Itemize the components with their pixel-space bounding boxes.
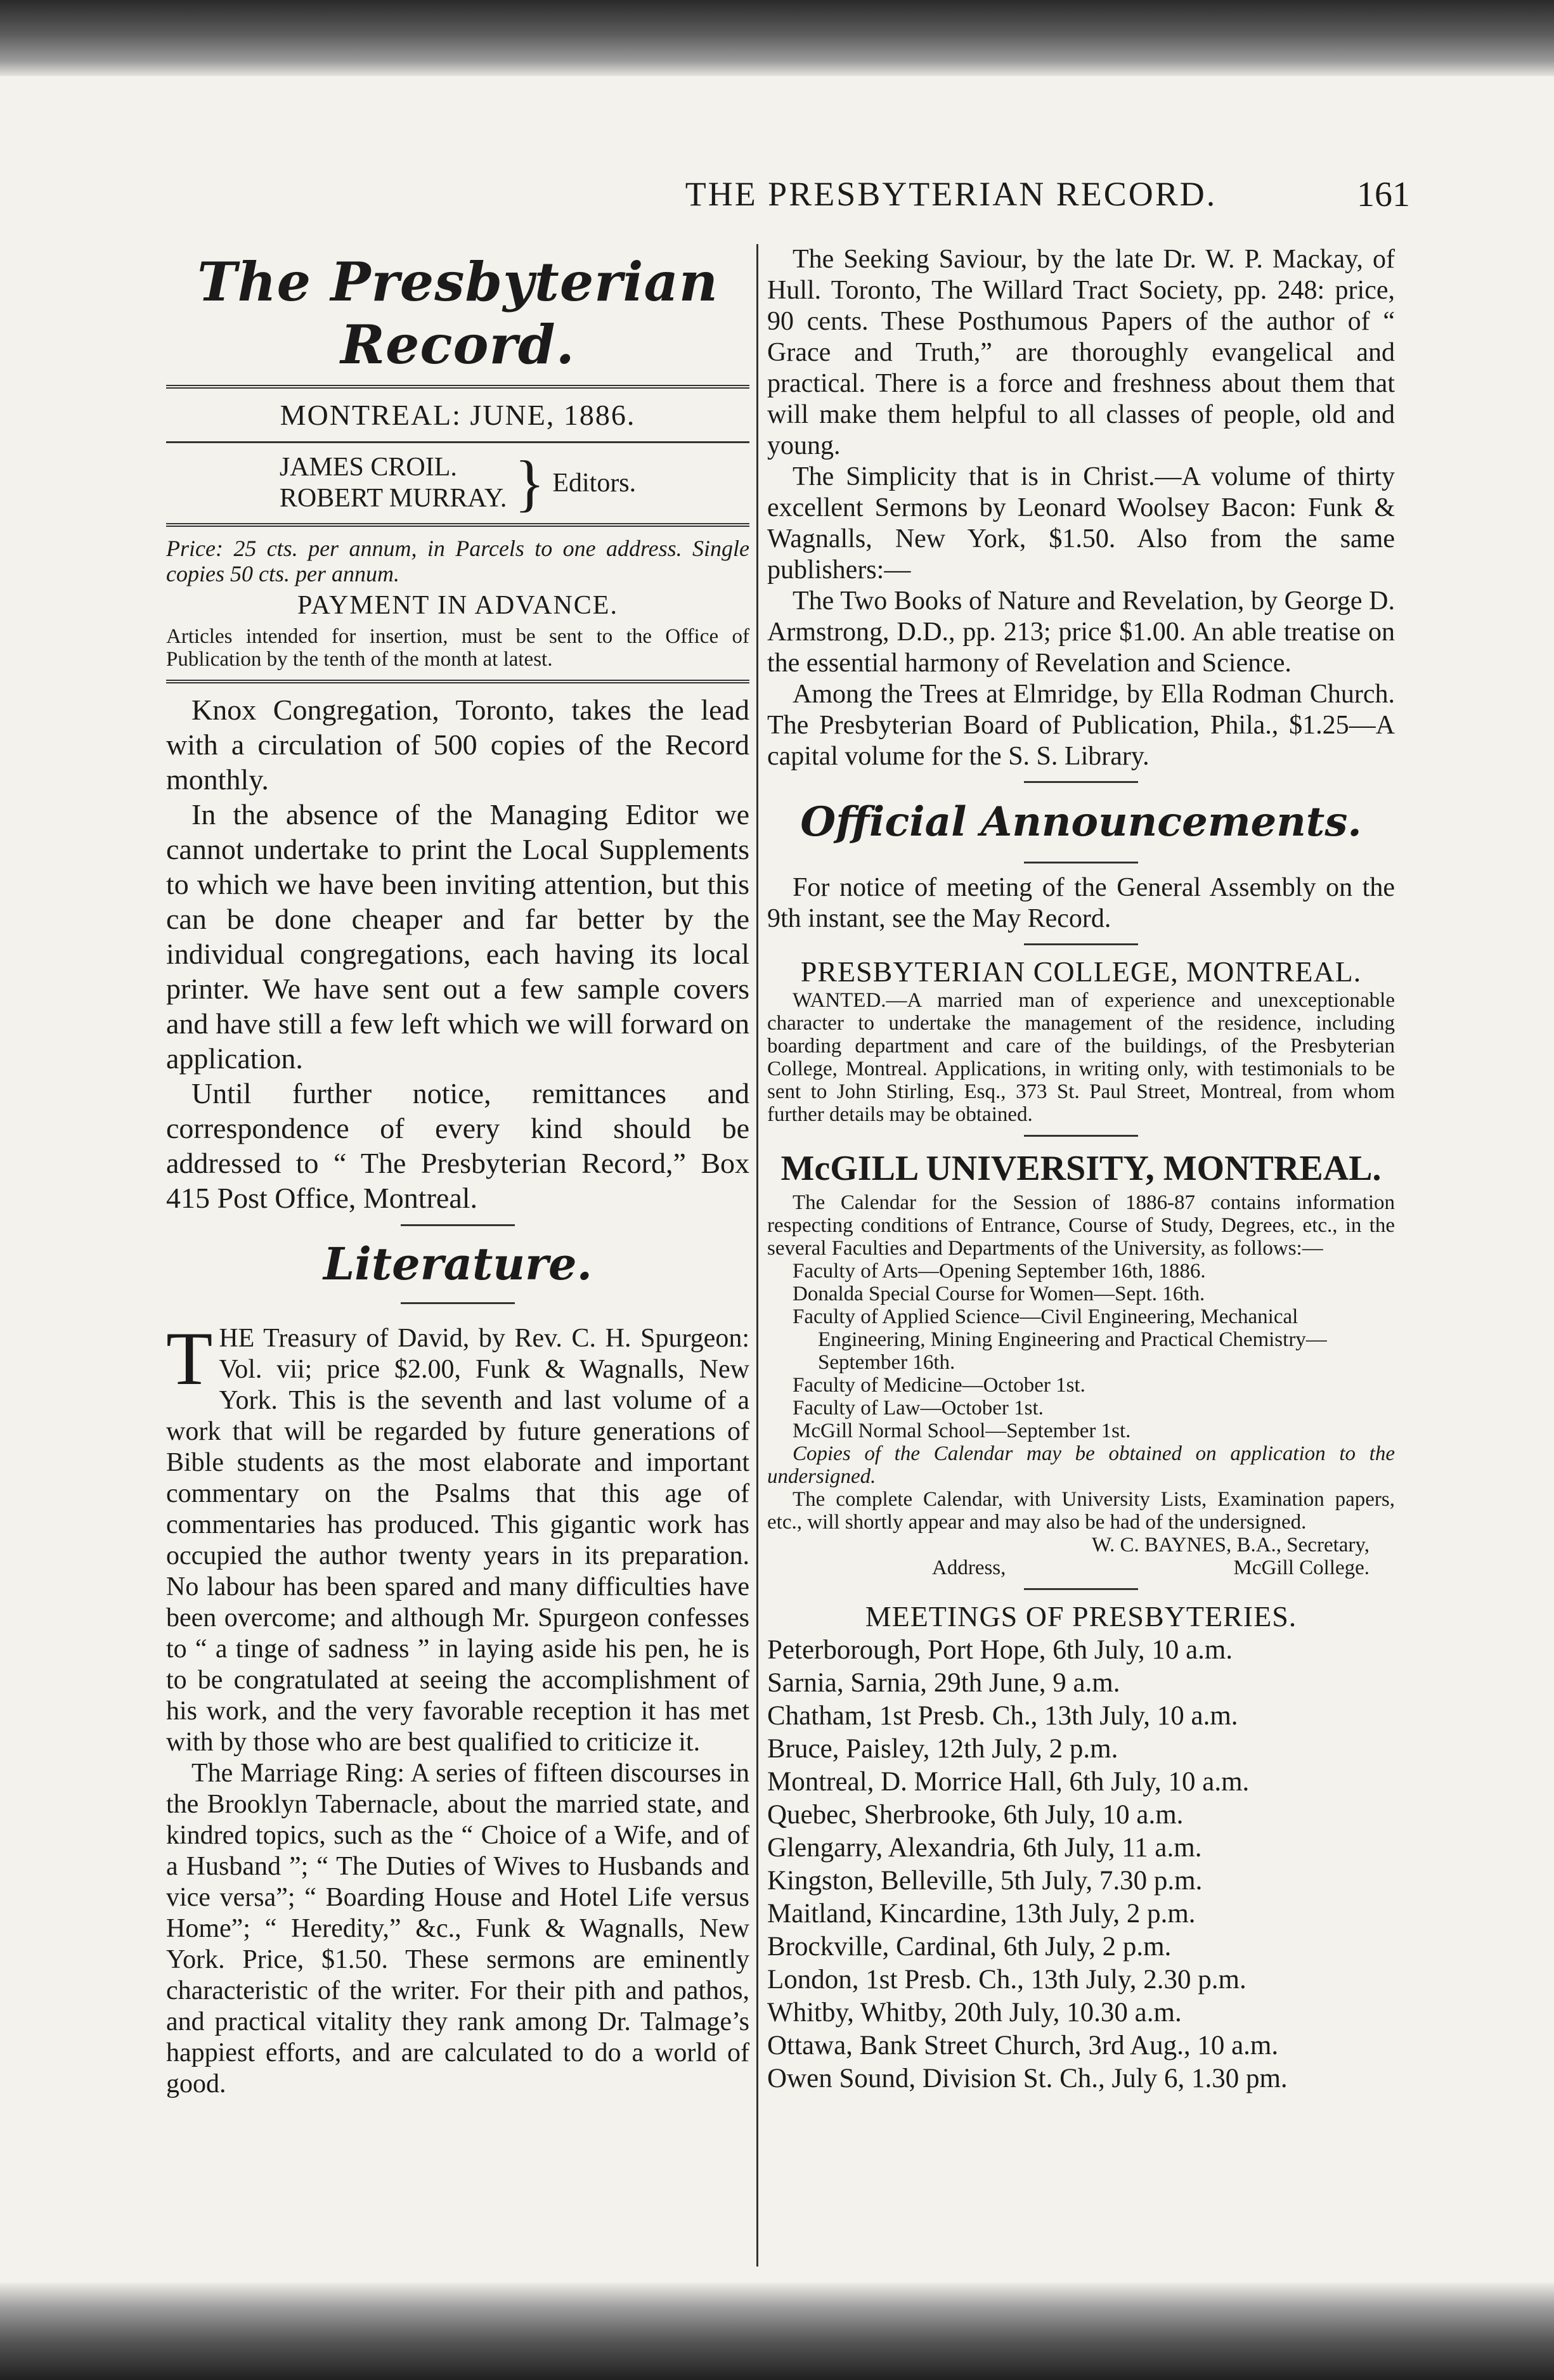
literature-heading: Literature. xyxy=(323,1238,592,1290)
review-paragraph: The Two Books of Nature and Revelation, by George D. Armstrong, D.D., pp. 213; price $1.00. An able treatise on the essential harmony of Revelation and Science. xyxy=(767,586,1395,678)
mcgill-heading: McGILL UNIVERSITY, MONTREAL. xyxy=(780,1149,1382,1188)
editor-name: ROBERT MURRAY. xyxy=(279,484,507,513)
meeting-item: Brockville, Cardinal, 6th July, 2 p.m. xyxy=(767,1932,1172,1962)
meeting-item: Chatham, 1st Presb. Ch., 13th July, 10 a.m. xyxy=(767,1701,1238,1731)
meeting-item: Glengarry, Alexandria, 6th July, 11 a.m. xyxy=(767,1833,1202,1863)
meeting-item: London, 1st Presb. Ch., 13th July, 2.30 p.m. xyxy=(767,1965,1246,1995)
faculty-item: McGill Normal School—September 1st. xyxy=(793,1420,1131,1442)
column-rule xyxy=(756,244,758,2267)
price-note: Price: 25 cts. per annum, in Parcels to one address. Single copies 50 cts. per annum. xyxy=(166,536,749,586)
scan-bottom-edge xyxy=(0,2282,1554,2380)
review-paragraph: HE Treasury of David, by Rev. C. H. Spurgeon: Vol. vii; price $2.00, Funk & Wagnalls, New York. This is the seventh and last volume of a work that will be regarded by future generations of Bible students as the most elaborate and important commentary on the Psalms that this age of commentaries has produced. This gigantic work has occupied the author twenty years in its preparation. No labour has been spared and many difficulties have been overcome; and although Mr. Spurgeon confesses to “ a tinge of sadness ” in laying aside his pen, he is to be congratulated at seeing the accomplishment of his work, and the very favorable reception it has met with by those who are best qualified to criticize it. xyxy=(166,1324,749,1757)
scan-top-edge xyxy=(0,0,1554,76)
review-paragraph: The Marriage Ring: A series of fifteen discourses in the Brooklyn Tabernacle, about the married state, and kindred topics, such as the “ Choice of a Wife, and of a Husband ”; “ The Duties of Wives to Husbands and vice versa”; “ Boarding House and Hotel Life versus Home”; “ Heredity,” &c., Funk & Wagnalls, New York. Price, $1.50. These sermons are eminently characteristic of the writer. For their pith and pathos, and practical vitality they rank among Dr. Talmage’s happiest efforts, and are calculated to do a world of good. xyxy=(166,1759,749,2099)
faculty-item: Faculty of Law—October 1st. xyxy=(793,1397,1044,1420)
divider xyxy=(1024,781,1138,783)
faculty-item: Donalda Special Course for Women—Sept. 16th. xyxy=(793,1283,1205,1305)
divider xyxy=(166,441,749,443)
meeting-item: Owen Sound, Division St. Ch., July 6, 1.30 pm. xyxy=(767,2064,1288,2093)
running-title: THE PRESBYTERIAN RECORD. xyxy=(685,175,1217,213)
meeting-item: Montreal, D. Morrice Hall, 6th July, 10 a.m. xyxy=(767,1767,1250,1797)
secretary-signature: W. C. BAYNES, B.A., Secretary, xyxy=(1091,1534,1369,1556)
page-number: 161 xyxy=(1357,175,1410,214)
meeting-item: Ottawa, Bank Street Church, 3rd Aug., 10 a.m. xyxy=(767,2031,1279,2060)
divider xyxy=(1024,943,1138,945)
notice-paragraph: In the absence of the Managing Editor we cannot undertake to print the Local Supplements to which we have been inviting attention, but this can be done cheaper and far better by the individual congregations, each having its local printer. We have sent out a few sample covers and have still a few left which we will forward on application. xyxy=(166,798,749,1075)
editor-name: JAMES CROIL. xyxy=(279,453,457,482)
meeting-item: Peterborough, Port Hope, 6th July, 10 a.m. xyxy=(767,1635,1233,1665)
mcgill-intro: The Calendar for the Session of 1886-87 contains information respecting conditions of Entrance, Course of Study, Degrees, etc., in the several Faculties and Departments of the University, as follows:— xyxy=(767,1191,1395,1260)
drop-cap: T xyxy=(166,1316,213,1400)
divider xyxy=(401,1224,515,1226)
meeting-item: Sarnia, Sarnia, 29th June, 9 a.m. xyxy=(767,1668,1120,1698)
divider xyxy=(1024,862,1138,863)
college-notice: WANTED.—A married man of experience and unexceptionable character to undertake the management of the residence, including boarding department and care of the buildings, of the Presbyterian College, Montreal. Applications, in writing only, with testimonials to be sent to John Stirling, Esq., 373 St. Paul Street, Montreal, from whom further details may be obtained. xyxy=(767,989,1395,1126)
calendar-copies: Copies of the Calendar may be obtained on application to the undersigned. xyxy=(767,1442,1395,1488)
review-paragraph: The Simplicity that is in Christ.—A volume of thirty excellent Sermons by Leonard Woolsey Bacon: Funk & Wagnalls, New York, $1.50. Also from the same publishers:— xyxy=(767,462,1395,585)
meeting-item: Maitland, Kincardine, 13th July, 2 p.m. xyxy=(767,1899,1196,1929)
divider xyxy=(1024,1135,1138,1137)
faculty-list xyxy=(793,1260,1395,1442)
articles-note: Articles intended for insertion, must be sent to the Office of Publication by the tenth of the month at latest. xyxy=(166,625,749,671)
editors-label: Editors. xyxy=(552,468,637,498)
divider xyxy=(1024,1588,1138,1590)
address-label: Address, xyxy=(932,1556,1006,1579)
dateline: MONTREAL: JUNE, 1886. xyxy=(280,399,636,431)
meeting-item: Whitby, Whitby, 20th July, 10.30 a.m. xyxy=(767,1998,1182,2028)
calendar-complete: The complete Calendar, with University Lists, Examination papers, etc., will shortly appear and may also be had of the undersigned. xyxy=(767,1488,1395,1534)
divider xyxy=(401,1302,515,1304)
brace-glyph: } xyxy=(514,448,545,518)
signature-address xyxy=(767,1556,1395,1579)
divider xyxy=(166,680,749,683)
meetings-list xyxy=(767,1634,1395,2095)
address-place: McGill College. xyxy=(1233,1556,1369,1579)
meeting-item: Kingston, Belleville, 5th July, 7.30 p.m. xyxy=(767,1866,1203,1896)
divider xyxy=(166,523,749,527)
review-paragraph: Among the Trees at Elmridge, by Ella Rodman Church. The Presbyterian Board of Publication, Phila., $1.25—A capital volume for the S. S. Library. xyxy=(767,680,1395,771)
meetings-heading: MEETINGS OF PRESBYTERIES. xyxy=(865,1600,1297,1633)
meeting-item: Bruce, Paisley, 12th July, 2 p.m. xyxy=(767,1734,1118,1764)
editors-block xyxy=(166,448,749,518)
review-paragraph: The Seeking Saviour, by the late Dr. W. P. Mackay, of Hull. Toronto, The Willard Tract Society, pp. 248: price, 90 cents. These Posthumous Papers of the author of “ Grace and Truth,” are thoroughly evangelical and practical. There is a force and freshness about them that will make them helpful to all classes of people, old and young. xyxy=(767,245,1395,460)
faculty-item: Faculty of Medicine—October 1st. xyxy=(793,1374,1085,1397)
payment-note: PAYMENT IN ADVANCE. xyxy=(297,591,618,620)
masthead-rule xyxy=(166,385,749,389)
literature-review xyxy=(166,1316,749,1758)
notice-paragraph: Until further notice, remittances and correspondence of every kind should be addressed to “ The Presbyterian Record,” Box 415 Post Office, Montreal. xyxy=(166,1077,749,1214)
assembly-notice: For notice of meeting of the General Assembly on the 9th instant, see the May Record. xyxy=(767,873,1395,933)
left-column xyxy=(166,244,749,2100)
faculty-item: Faculty of Arts—Opening September 16th, 1886. xyxy=(793,1260,1206,1283)
masthead-title: The Presbyterian Record. xyxy=(197,250,718,376)
right-column xyxy=(767,244,1395,2095)
notice-paragraph: Knox Congregation, Toronto, takes the lead with a circulation of 500 copies of the Record monthly. xyxy=(166,694,749,796)
announcements-heading: Official Announcements. xyxy=(800,798,1362,846)
meeting-item: Quebec, Sherbrooke, 6th July, 10 a.m. xyxy=(767,1800,1184,1830)
college-heading: PRESBYTERIAN COLLEGE, MONTREAL. xyxy=(800,955,1362,988)
faculty-item: Faculty of Applied Science—Civil Engineering, Mechanical Engineering, Mining Engineering and Practical Chemistry—September 16th. xyxy=(793,1305,1327,1374)
